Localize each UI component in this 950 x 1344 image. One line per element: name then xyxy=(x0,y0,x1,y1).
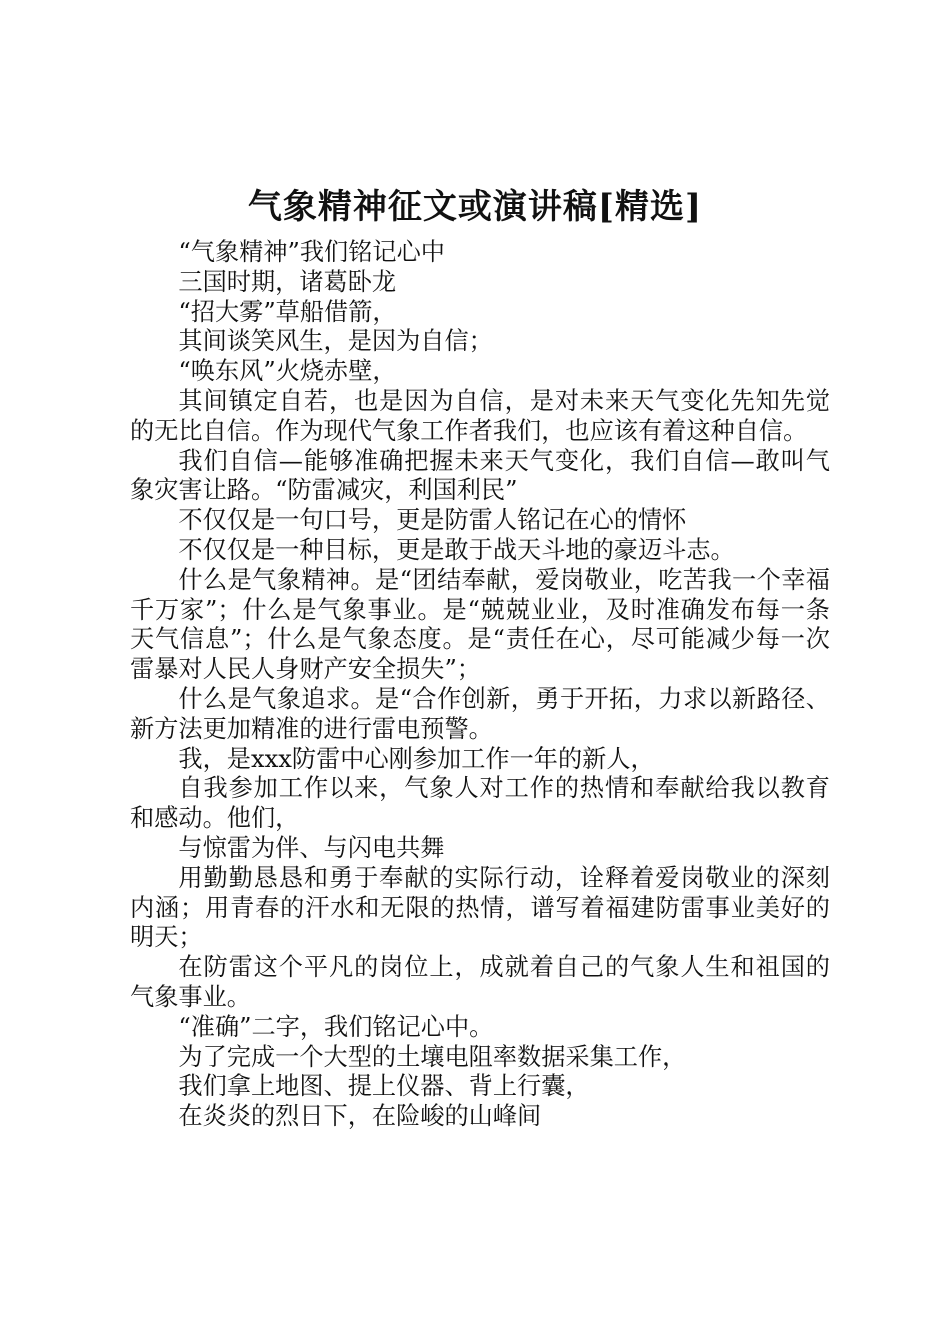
document-body xyxy=(130,238,830,1132)
paragraph: “准确”二字，我们铭记心中。 xyxy=(178,1012,494,1041)
document-title: 气象精神征文或演讲稿[精选] xyxy=(247,187,703,227)
paragraph: 用勤勤恳恳和勇于奉献的实际行动，诠释着爱岗敬业的深刻内涵；用青春的汗水和无限的热情，谱写着福建防雷事业美好的明天； xyxy=(130,863,830,952)
paragraph: 在炎炎的烈日下，在险峻的山峰间 xyxy=(178,1102,542,1131)
paragraph: 我们自信—能够准确把握未来天气变化，我们自信—敢叫气象灾害让路。“防雷减灾，利国利民” xyxy=(130,446,830,505)
paragraph: 什么是气象精神。是“团结奉献，爱岗敬业，吃苦我一个幸福千万家”；什么是气象事业。是“兢兢业业，及时准确发布每一条天气信息”；什么是气象态度。是“责任在心，尽可能减少每一次雷暴对人民人身财产安全损失”； xyxy=(130,565,830,684)
paragraph: 其间镇定自若，也是因为自信，是对未来天气变化先知先觉的无比自信。作为现代气象工作者我们，也应该有着这种自信。 xyxy=(130,386,830,445)
paragraph: “唤东风”火烧赤壁， xyxy=(178,357,397,386)
paragraph: 其间谈笑风生，是因为自信； xyxy=(178,327,493,356)
paragraph: “气象精神”我们铭记心中 xyxy=(178,238,445,266)
paragraph: 不仅仅是一种目标，更是敢于战天斗地的豪迈斗志。 xyxy=(178,535,735,564)
paragraph: 在防雷这个平凡的岗位上，成就着自己的气象人生和祖国的气象事业。 xyxy=(130,953,830,1011)
paragraph: 三国时期，诸葛卧龙 xyxy=(178,267,397,296)
paragraph: 我们拿上地图、提上仪器、背上行囊， xyxy=(178,1072,590,1101)
paragraph: 我，是xxx防雷中心刚参加工作一年的新人， xyxy=(178,744,655,773)
paragraph: 为了完成一个大型的土壤电阻率数据采集工作， xyxy=(178,1042,687,1071)
paragraph: 什么是气象追求。是“合作创新，勇于开拓，力求以新路径、新方法更加精准的进行雷电预警。 xyxy=(130,684,830,743)
paragraph: “招大雾”草船借箭， xyxy=(178,297,397,326)
paragraph: 与惊雷为伴、与闪电共舞 xyxy=(178,833,445,862)
paragraph: 不仅仅是一句口号，更是防雷人铭记在心的情怀 xyxy=(178,506,687,535)
paragraph: 自我参加工作以来，气象人对工作的热情和奉献给我以教育和感动。他们， xyxy=(130,774,830,833)
